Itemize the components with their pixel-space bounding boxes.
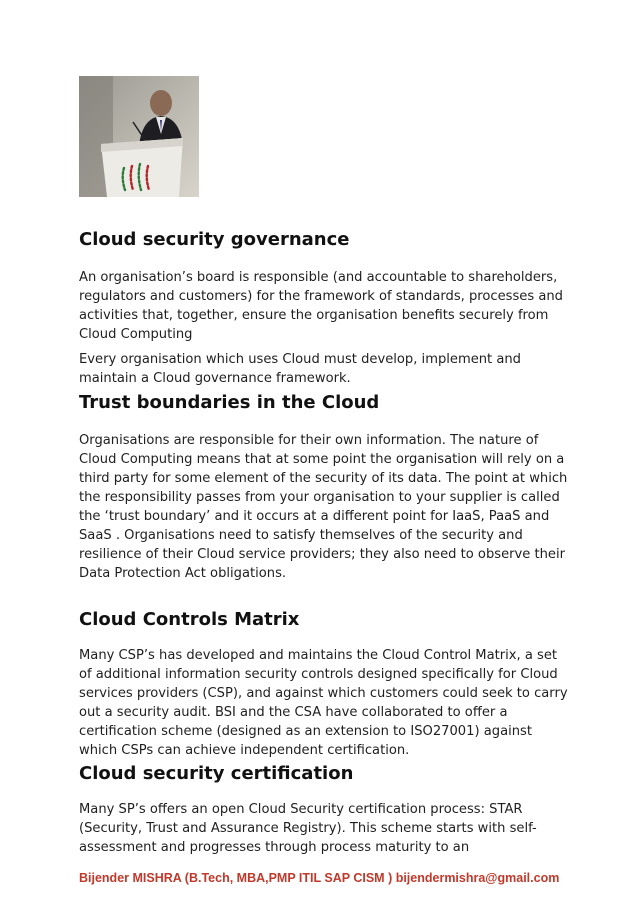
author-photo	[79, 76, 199, 197]
page-footer: Bijender MISHRA (B.Tech, MBA,PMP ITIL SAP CISM ) bijendermishra@gmail.com	[79, 871, 560, 885]
paragraph-certification: Many SP’s offers an open Cloud Security certification process: STAR (Security, Trust and Assurance Registry). This scheme starts with self-assessment and progresses through process maturity to an	[79, 802, 537, 855]
paragraph-governance-1: An organisation’s board is responsible (and accountable to shareholders, regulators and customers) for the framework of standards, processes and activities that, together, ensure the organisation benefits securely from Cloud Computing	[79, 270, 563, 342]
section-heading-certification: Cloud security certification	[79, 763, 354, 784]
paragraph-governance-2: Every organisation which uses Cloud must develop, implement and maintain a Cloud governance framework.	[79, 352, 521, 386]
paragraph-trust-boundaries: Organisations are responsible for their own information. The nature of Cloud Computing means that at some point the organisation will rely on a third party for some element of the security of its data. The point at which the responsibility passes from your organisation to your supplier is called the ‘trust boundary’ and it occurs at a different point for IaaS, PaaS and SaaS . Organisations need to satisfy themselves of the security and resilience of their Cloud service providers; they also need to observe their Data Protection Act obligations.	[79, 433, 568, 581]
document-body	[79, 228, 569, 857]
paragraph-controls-matrix: Many CSP’s has developed and maintains the Cloud Control Matrix, a set of additional information security controls designed specifically for Cloud services providers (CSP), and against which customers could seek to carry out a security audit. BSI and the CSA have collaborated to offer a certification scheme (designed as an extension to ISO27001) against which CSPs can achieve independent certification.	[79, 648, 568, 758]
section-heading-governance: Cloud security governance	[79, 229, 350, 250]
section-heading-controls-matrix: Cloud Controls Matrix	[79, 609, 300, 630]
section-heading-trust-boundaries: Trust boundaries in the Cloud	[79, 392, 380, 413]
